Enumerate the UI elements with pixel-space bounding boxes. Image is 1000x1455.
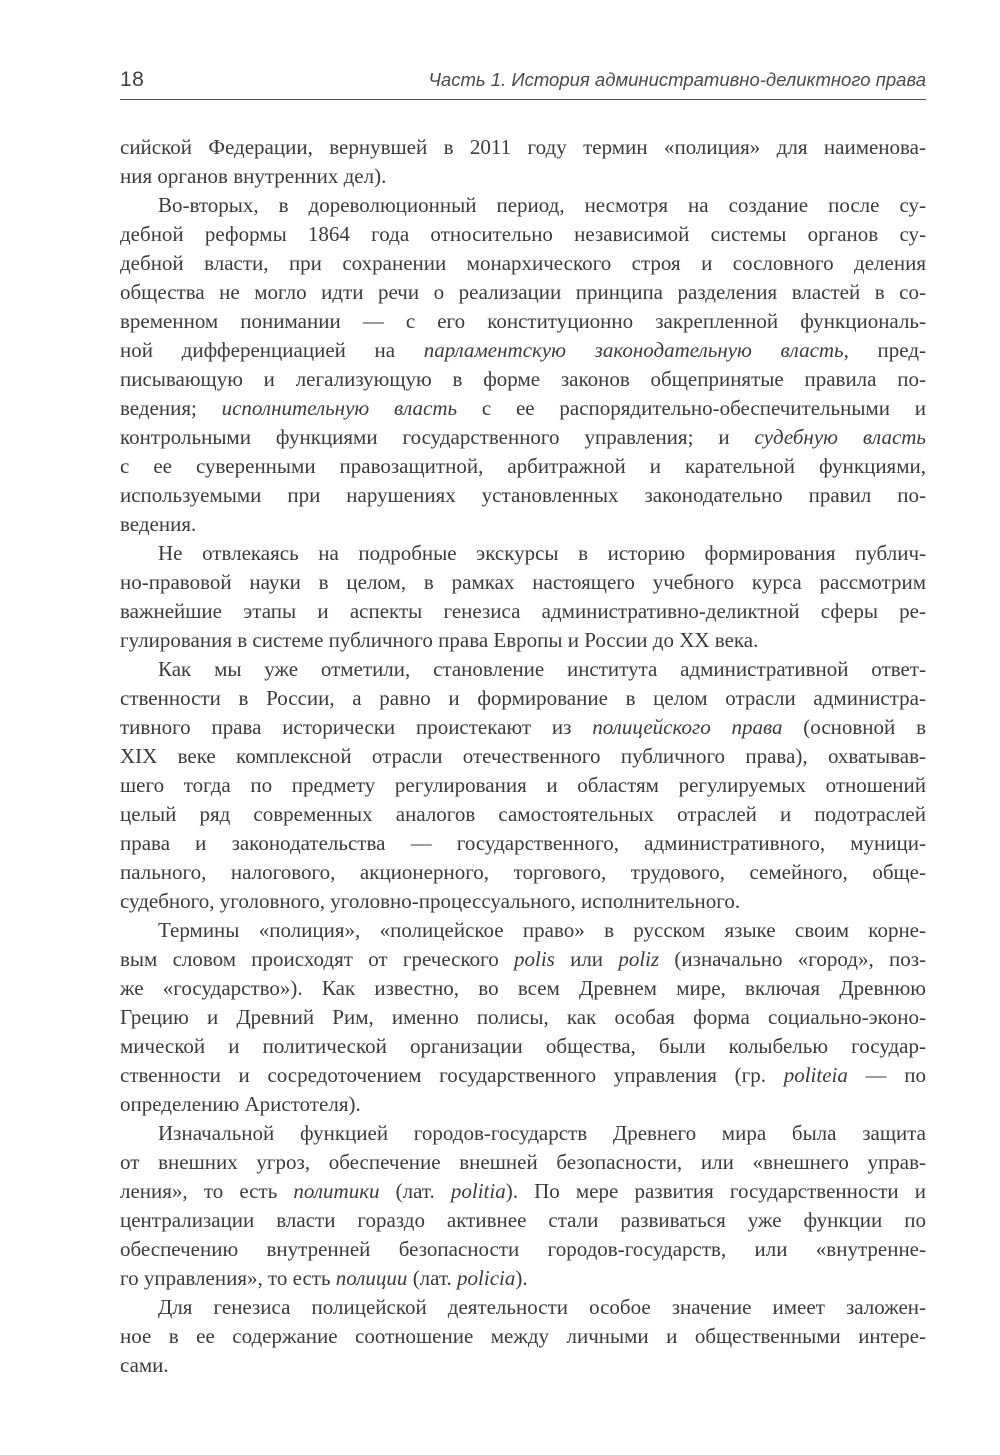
text-line: ное в ее содержание соотношение между личными и общественными интере- [120, 1324, 926, 1348]
text-line: мической и политической организации общества, были колыбелью государ- [120, 1034, 926, 1058]
text-line: ной дифференциацией на парламентскую законодательную власть, пред- [120, 338, 926, 362]
text-line: определению Аристотеля). [120, 1092, 361, 1116]
text-line: Термины «полиция», «полицейское право» в русском языке своим корне- [158, 918, 926, 942]
text-line: шего тогда по предмету регулирования и областям регулируемых отношений [120, 773, 926, 797]
paragraph [120, 539, 926, 655]
text-line: XIX веке комплексной отрасли отечественного публичного права), охватывав- [120, 744, 926, 768]
text-line: важнейшие этапы и аспекты генезиса административно-деликтной сферы ре- [120, 599, 926, 623]
text-line: ведения; исполнительную власть с ее распорядительно-обеспечительными и [120, 396, 926, 420]
text-line: вым словом происходят от греческого polis или poliz (изначально «город», поз- [120, 947, 926, 971]
text-line: пального, налогового, акционерного, торгового, трудового, семейного, обще- [120, 860, 926, 884]
page-body [120, 133, 926, 1380]
text-line: временном понимании — с его конституционно закрепленной функциональ- [120, 309, 926, 333]
text-line: от внешних угроз, обеспечение внешней безопасности, или «внешнего управ- [120, 1150, 926, 1174]
text-line: права и законодательства — государственного, административного, муници- [120, 831, 926, 855]
text-line: ния органов внутренних дел). [120, 164, 387, 188]
text-line: централизации власти гораздо активнее стали развиваться уже функции по [120, 1208, 926, 1232]
paragraph [120, 133, 926, 191]
text-line: ведения. [120, 512, 197, 536]
text-line: го управления», то есть полиции (лат. policia). [120, 1266, 528, 1290]
text-line: обеспечению внутренней безопасности городов-государств, или «внутренне- [120, 1237, 926, 1261]
page-header [120, 68, 926, 92]
text-line: Во-вторых, в дореволюционный период, несмотря на создание после су- [158, 193, 926, 217]
text-line: сийской Федерации, вернувшей в 2011 году термин «полиция» для наименова- [120, 135, 926, 159]
text-line: контрольными функциями государственного управления; и судебную власть [120, 425, 926, 449]
paragraph [120, 1293, 926, 1380]
text-line: сами. [120, 1353, 169, 1377]
text-line: Не отвлекаясь на подробные экскурсы в историю формирования публич- [158, 541, 926, 565]
text-line: Изначальной функцией городов-государств Древнего мира была защита [158, 1121, 926, 1145]
text-line: Как мы уже отметили, становление института административной ответ- [158, 657, 926, 681]
text-line: целый ряд современных аналогов самостоятельных отраслей и подотраслей [120, 802, 926, 826]
text-line: писывающую и легализующую в форме законов общепринятые правила по- [120, 367, 926, 391]
paragraph [120, 1119, 926, 1293]
text-line: Для генезиса полицейской деятельности особое значение имеет заложен- [158, 1295, 926, 1319]
text-line: гулирования в системе публичного права Европы и России до XX века. [120, 628, 759, 652]
header-rule [120, 99, 926, 100]
text-line: тивного права исторически проистекают из полицейского права (основной в [120, 715, 926, 739]
text-line: с ее суверенными правозащитной, арбитражной и карательной функциями, [120, 454, 926, 478]
text-line: общества не могло идти речи о реализации принципа разделения властей в со- [120, 280, 926, 304]
text-line: используемыми при нарушениях установленных законодательно правил по- [120, 483, 926, 507]
text-line: дебной реформы 1864 года относительно независимой системы органов су- [120, 222, 926, 246]
paragraph [120, 655, 926, 916]
text-line: ственности и сосредоточением государственного управления (гр. politeia — по [120, 1063, 926, 1087]
paragraph [120, 916, 926, 1119]
text-line: дебной власти, при сохранении монархического строя и сословного деления [120, 251, 926, 275]
paragraph [120, 191, 926, 539]
running-title: Часть 1. История административно-деликтного права [428, 69, 926, 90]
text-line: судебного, уголовного, уголовно-процессуального, исполнительного. [120, 889, 741, 913]
text-line: ственности в России, а равно и формирование в целом отрасли администра- [120, 686, 926, 710]
text-line: но-правовой науки в целом, в рамках настоящего учебного курса рассмотрим [120, 570, 926, 594]
text-line: же «государство»). Как известно, во всем Древнем мире, включая Древнюю [120, 976, 926, 1000]
text-line: ления», то есть политики (лат. politia). По мере развития государственности и [120, 1179, 926, 1203]
text-line: Грецию и Древний Рим, именно полисы, как особая форма социально-эконо- [120, 1005, 926, 1029]
page-number: 18 [120, 68, 145, 91]
